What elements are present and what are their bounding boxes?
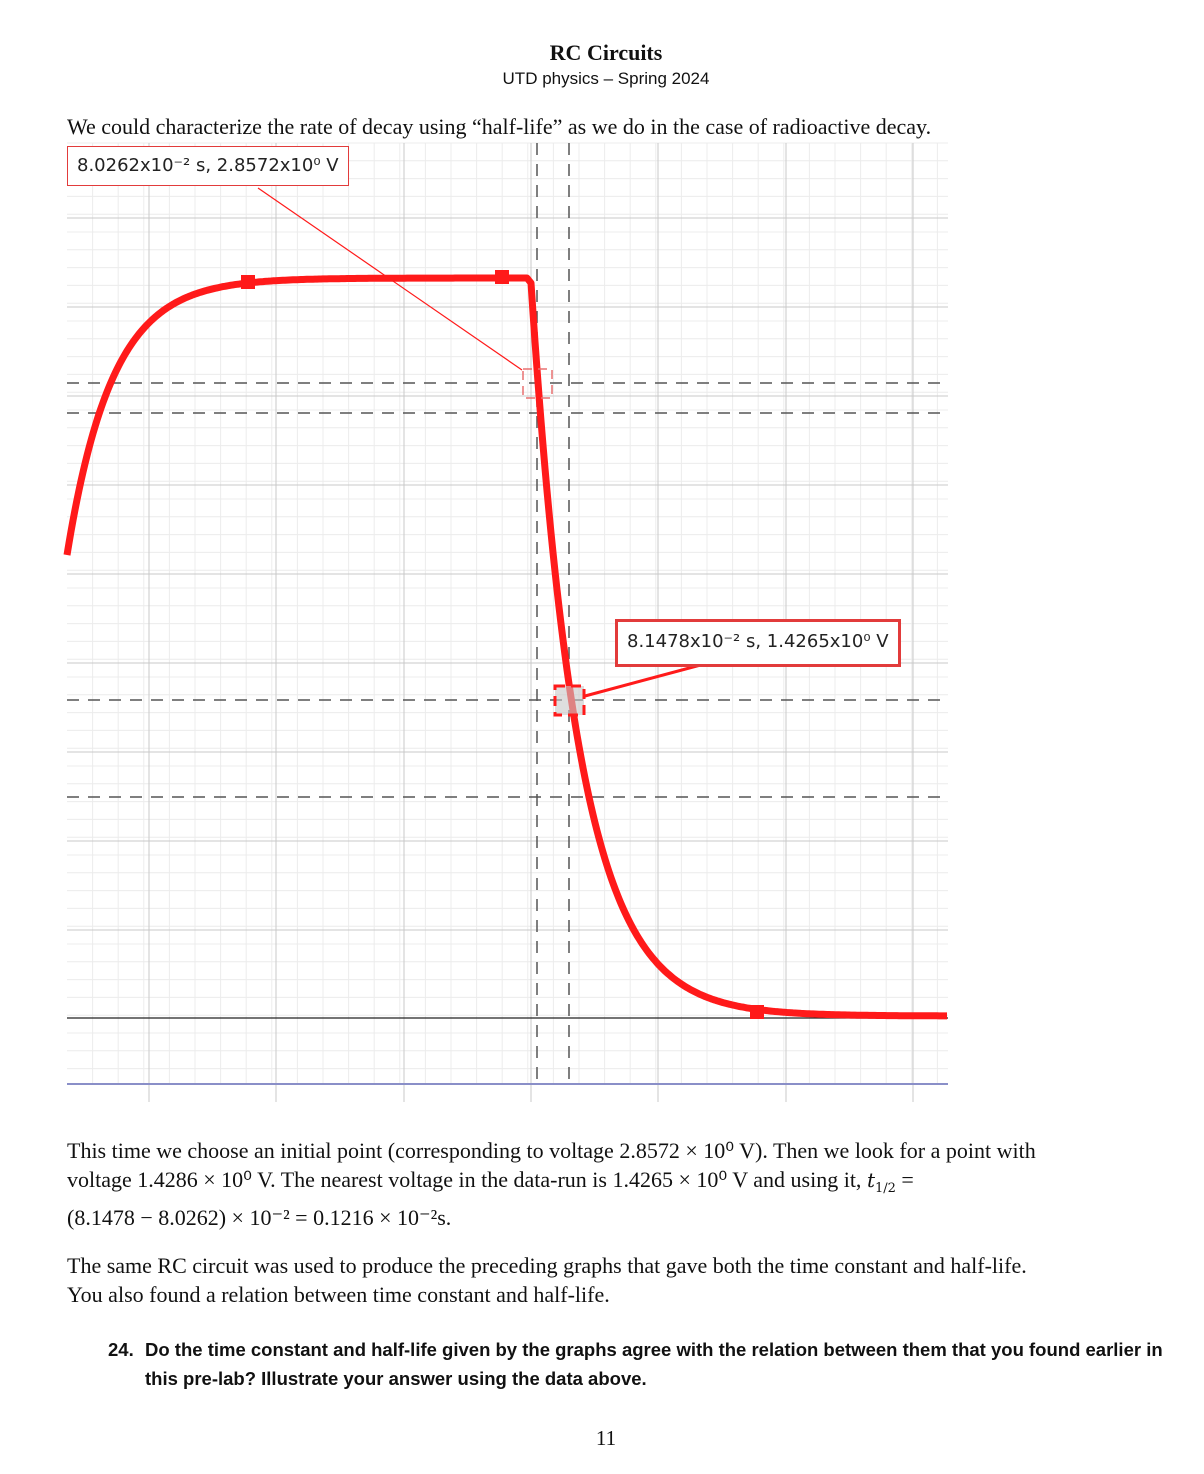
trace-marker: [495, 270, 509, 284]
equals-sign: =: [895, 1167, 914, 1192]
para1-line3: (8.1478 − 8.0262) × 10⁻² = 0.1216 × 10⁻²s.: [67, 1205, 452, 1230]
trace-marker: [241, 275, 255, 289]
leader-line-half: [585, 663, 708, 696]
para2-line1: The same RC circuit was used to produce the preceding graphs that gave both the time constant and half-life.: [67, 1253, 1027, 1278]
page-title: RC Circuits: [549, 40, 663, 65]
para1-line2-text: voltage 1.4286 × 10⁰ V. The nearest voltage in the data-run is 1.4265 × 10⁰ V and using it,: [67, 1167, 867, 1192]
page-subtitle: UTD physics – Spring 2024: [502, 69, 710, 88]
question-24: [108, 1335, 1168, 1393]
para1-line1: This time we choose an initial point (corresponding to voltage 2.8572 × 10⁰ V). Then we look for a point with: [67, 1138, 1036, 1163]
question-number: 24.: [108, 1339, 134, 1360]
intro-paragraph: We could characterize the rate of decay using “half-life” as we do in the case of radioactive decay.: [67, 114, 932, 139]
cursor-dashed-lines: [67, 143, 948, 1084]
para2-line2: You also found a relation between time constant and half-life.: [67, 1282, 610, 1307]
callout-half-point: 8.1478x10⁻² s, 1.4265x10⁰ V: [615, 619, 901, 667]
callout-initial-point: 8.0262x10⁻² s, 2.8572x10⁰ V: [67, 146, 349, 186]
crosshair-half: [555, 686, 584, 715]
para1-line2: [67, 1165, 1142, 1203]
question-text: Do the time constant and half-life given by the graphs agree with the relation between them that you found earlier in this pre-lab? Illustrate your answer using the data above.: [145, 1339, 1163, 1389]
minor-gridlines: [67, 143, 948, 1084]
trace-marker: [750, 1005, 764, 1019]
t-half-symbol: $t_{1/2}$: [866, 1168, 896, 1196]
paragraph-half-life-calc: [67, 1136, 1142, 1232]
paragraph-rc-circuit: [67, 1251, 1142, 1309]
page-number: 11: [595, 1426, 617, 1450]
